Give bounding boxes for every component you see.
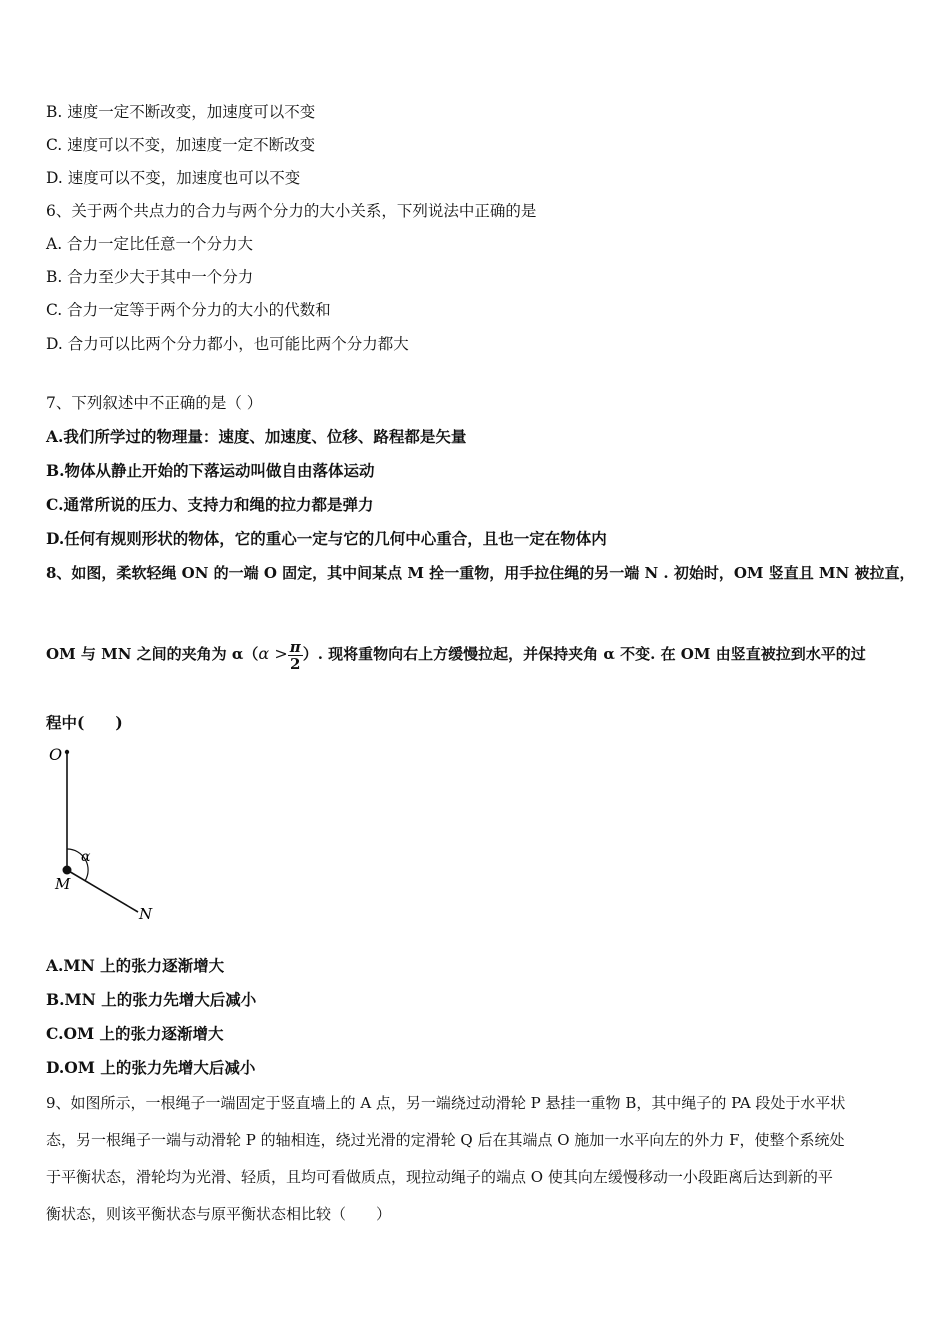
q6-option-c: C. 合力一定等于两个分力的大小的代数和 (46, 301, 331, 319)
q8-stem-line2 (46, 628, 866, 680)
q8-stem-line3: 程中( ) (46, 713, 123, 732)
q5-option-d: D. 速度可以不变，加速度也可以不变 (46, 169, 301, 187)
q6-option-d: D. 合力可以比两个分力都小，也可能比两个分力都大 (46, 335, 409, 353)
q7-option-a: A.我们所学过的物理量：速度、加速度、位移、路程都是矢量 (46, 427, 467, 446)
q5-option-b: B. 速度一定不断改变，加速度可以不变 (46, 103, 316, 121)
q8-option-d: D.OM 上的张力先增大后减小 (46, 1058, 256, 1077)
q6-stem: 6、关于两个共点力的合力与两个分力的大小关系，下列说法中正确的是 (46, 202, 537, 220)
q8-stem-line2-post: ）. 现将重物向右上方缓慢拉起，并保持夹角 α 不变. 在 OM 由竖直被拉到水平的过 (302, 645, 866, 663)
point-m (63, 866, 72, 875)
q5-option-c: C. 速度可以不变，加速度一定不断改变 (46, 136, 316, 154)
q8-option-b: B.MN 上的张力先增大后减小 (46, 990, 257, 1009)
q8-condition-fraction (288, 639, 303, 672)
q8-option-a: A.MN 上的张力逐渐增大 (46, 956, 225, 975)
rope-mn (67, 870, 138, 912)
q7-option-d: D.任何有规则形状的物体，它的重心一定与它的几何中心重合，且也一定在物体内 (46, 529, 607, 548)
label-m: M (55, 875, 71, 893)
q6-option-a: A. 合力一定比任意一个分力大 (46, 235, 254, 253)
q7-option-c: C.通常所说的压力、支持力和绳的拉力都是弹力 (46, 495, 374, 514)
q9-line2: 态，另一根绳子一端与动滑轮 P 的轴相连，绕过光滑的定滑轮 Q 后在其端点 O 施加一水平向左的外力 F，使整个系统处 (46, 1131, 845, 1149)
q8-rope-diagram (44, 742, 164, 927)
q9-line4: 衡状态，则该平衡状态与原平衡状态相比较（ ） (46, 1205, 392, 1223)
q8-option-c: C.OM 上的张力逐渐增大 (46, 1024, 224, 1043)
q8-condition-lhs: α > (258, 644, 288, 663)
q8-fraction-denominator: 2 (289, 654, 301, 673)
q9-line3: 于平衡状态，滑轮均为光滑、轻质，且均可看做质点，现拉动绳子的端点 O 使其向左缓慢移动一小段距离后达到新的平 (46, 1168, 833, 1186)
q6-option-b: B. 合力至少大于其中一个分力 (46, 268, 254, 286)
label-n: N (139, 905, 153, 923)
q9-line1: 9、如图所示，一根绳子一端固定于竖直墙上的 A 点，另一端绕过动滑轮 P 悬挂一重物 B，其中绳子的 PA 段处于水平状 (46, 1094, 846, 1112)
q7-option-b: B.物体从静止开始的下落运动叫做自由落体运动 (46, 461, 375, 480)
q8-fraction-numerator: π (289, 637, 301, 656)
point-o (65, 750, 69, 754)
q8-stem-line1: 8、如图，柔软轻绳 ON 的一端 O 固定，其中间某点 M 拴一重物，用手拉住绳的另一端 N . 初始时，OM 竖直且 MN 被拉直， (46, 564, 915, 582)
label-alpha: α (81, 849, 91, 865)
label-o: O (49, 745, 63, 764)
q8-stem-line2-pre: OM 与 MN 之间的夹角为 α（ (46, 645, 259, 663)
q7-stem: 7、下列叙述中不正确的是（ ） (46, 394, 263, 412)
